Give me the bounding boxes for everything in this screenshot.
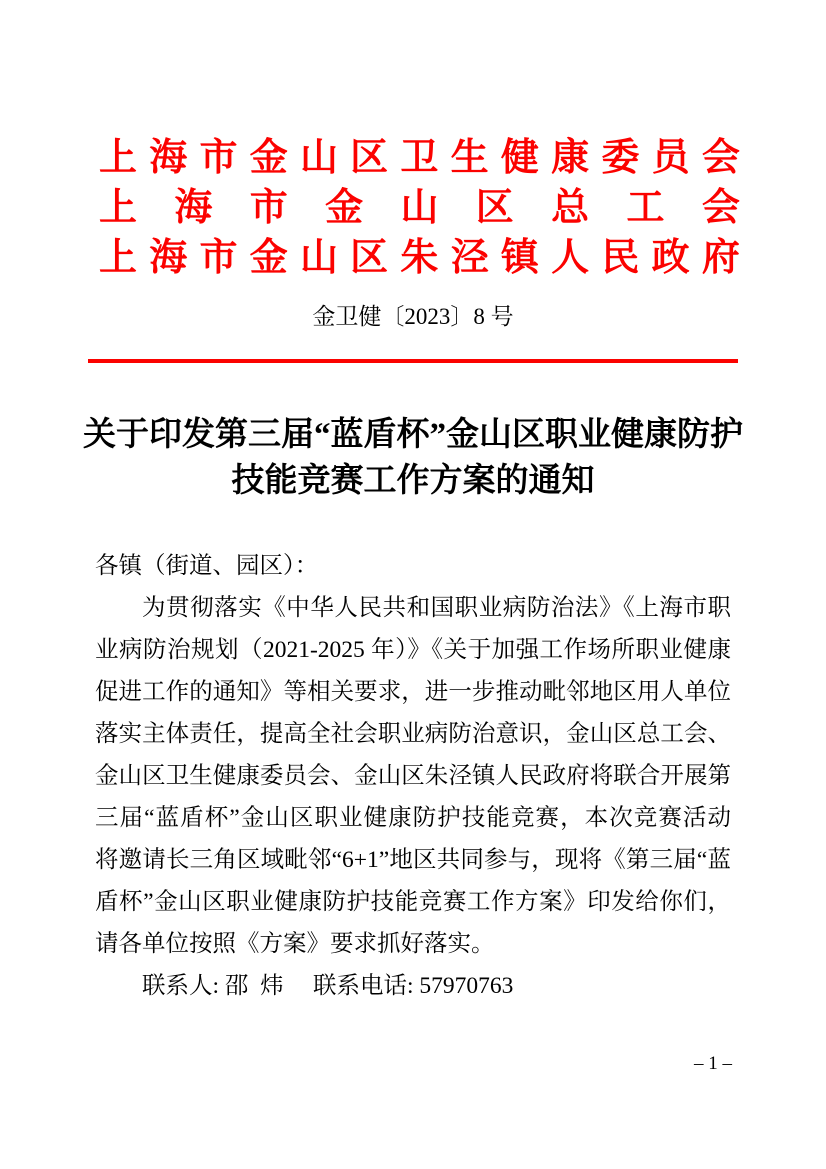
document-title bbox=[0, 412, 826, 504]
body-text-line: 将邀请长三角区域毗邻“6+1”地区共同参与，现将《第三届“蓝 bbox=[95, 847, 731, 873]
body-text-line: 落实主体责任，提高全社会职业病防治意识，金山区总工会、 bbox=[95, 721, 731, 747]
body-text-line: 三届“蓝盾杯”金山区职业健康防护技能竞赛，本次竞赛活动 bbox=[95, 805, 731, 831]
body-text-line: 业病防治规划（2021-2025 年）》《关于加强工作场所职业健康 bbox=[95, 637, 731, 663]
red-divider-rule bbox=[88, 359, 738, 363]
document-body bbox=[95, 545, 731, 1007]
document-title-line-1: 关于印发第三届“蓝盾杯”金山区职业健康防护 bbox=[83, 417, 743, 453]
document-title-line-2: 技能竞赛工作方案的通知 bbox=[231, 463, 595, 499]
letterhead-agency-block bbox=[99, 133, 740, 283]
document-number: 金卫健〔2023〕8 号 bbox=[312, 304, 514, 329]
agency-name-line: 上 海 市 金 山 区 总 工 会 bbox=[99, 187, 740, 229]
body-text-line: 请各单位按照《方案》要求抓好落实。 bbox=[95, 931, 495, 957]
body-text-line: 为贯彻落实《中华人民共和国职业病防治法》《上海市职 bbox=[142, 595, 731, 621]
body-text-line: 金山区卫生健康委员会、金山区朱泾镇人民政府将联合开展第 bbox=[95, 763, 731, 789]
page-number: – 1 – bbox=[694, 1053, 732, 1074]
agency-name-line: 上 海 市 金 山 区 朱 泾 镇 人 民 政 府 bbox=[99, 237, 740, 279]
agency-name-line: 上 海 市 金 山 区 卫 生 健 康 委 员 会 bbox=[99, 137, 740, 179]
body-text-line: 盾杯”金山区职业健康防护技能竞赛工作方案》印发给你们， bbox=[95, 889, 731, 915]
body-text-line: 促进工作的通知》等相关要求，进一步推动毗邻地区用人单位 bbox=[95, 679, 731, 705]
body-text-line: 各镇（街道、园区）： bbox=[95, 553, 319, 579]
body-text-line: 联系人: 邵 炜 联系电话: 57970763 bbox=[142, 973, 514, 999]
